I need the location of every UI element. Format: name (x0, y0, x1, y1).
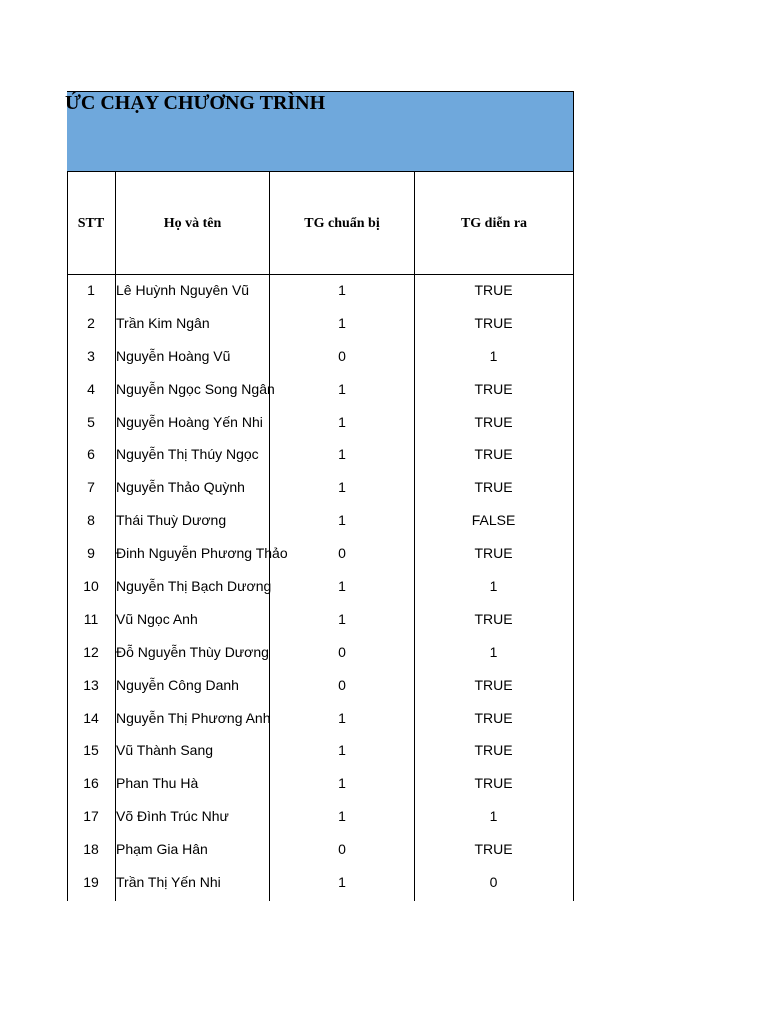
row-number[interactable]: 4 (87, 380, 95, 397)
table-row (67, 703, 574, 736)
table-row (67, 439, 574, 472)
row-run-time[interactable]: TRUE (474, 610, 513, 627)
row-run-time[interactable]: TRUE (474, 742, 513, 759)
row-run-time[interactable]: 1 (489, 578, 498, 595)
row-number[interactable]: 9 (87, 545, 95, 562)
row-prep-time[interactable]: 1 (338, 578, 346, 595)
row-name[interactable]: Nguyễn Hoàng Yến Nhi (116, 413, 263, 430)
header-name: Họ và tên (163, 215, 222, 231)
row-number[interactable]: 17 (83, 808, 99, 825)
row-name[interactable]: Trần Thị Yến Nhi (116, 874, 221, 891)
row-number[interactable]: 11 (83, 610, 99, 627)
row-number[interactable]: 18 (83, 841, 99, 858)
row-run-time[interactable]: FALSE (471, 512, 516, 529)
table-row (67, 637, 574, 670)
row-run-time[interactable]: 1 (489, 808, 498, 825)
table-row (67, 768, 574, 801)
row-prep-time[interactable]: 0 (338, 545, 346, 562)
row-run-time[interactable]: TRUE (474, 380, 513, 397)
row-name[interactable]: Lê Huỳnh Nguyên Vũ (116, 282, 250, 298)
row-run-time[interactable]: TRUE (474, 446, 513, 463)
header-stt: STT (77, 215, 105, 231)
table-row (67, 670, 574, 703)
row-number[interactable]: 8 (87, 512, 95, 529)
table-row (67, 801, 574, 834)
row-name[interactable]: Đỗ Nguyễn Thùy Dương (116, 643, 269, 660)
table-row (67, 538, 574, 571)
row-prep-time[interactable]: 1 (338, 709, 346, 726)
row-prep-time[interactable]: 1 (338, 610, 346, 627)
row-number[interactable]: 6 (87, 446, 95, 463)
row-name[interactable]: Võ Đình Trúc Như (116, 808, 229, 825)
row-number[interactable]: 10 (83, 578, 99, 595)
table-row (67, 834, 574, 867)
row-run-time[interactable]: TRUE (474, 545, 513, 562)
table-row (67, 505, 574, 538)
header-run-time: TG diễn ra (460, 215, 528, 231)
row-run-time[interactable]: TRUE (474, 413, 513, 430)
row-prep-time[interactable]: 0 (338, 676, 346, 693)
row-prep-time[interactable]: 1 (338, 446, 346, 463)
row-number[interactable]: 2 (87, 314, 95, 331)
row-name[interactable]: Nguyễn Thị Phương Anh (116, 709, 271, 726)
row-run-time[interactable]: 0 (489, 874, 498, 891)
sheet-title: ỨC CHẠY CHƯƠNG TRÌNH (65, 92, 326, 114)
row-name[interactable]: Nguyễn Thị Bạch Dương (116, 578, 272, 595)
row-name[interactable]: Nguyễn Hoàng Vũ (116, 347, 231, 364)
row-number[interactable]: 19 (83, 874, 99, 891)
row-name[interactable]: Trần Kim Ngân (116, 314, 210, 331)
row-number[interactable]: 13 (83, 676, 99, 693)
row-name[interactable]: Thái Thuỳ Dương (116, 512, 227, 529)
spreadsheet-page (67, 91, 574, 901)
header-prep-time: TG chuẩn bị (304, 215, 380, 231)
row-prep-time[interactable]: 0 (338, 643, 346, 660)
row-prep-time[interactable]: 1 (338, 413, 346, 430)
row-name[interactable]: Nguyễn Công Danh (116, 676, 239, 693)
row-run-time[interactable]: TRUE (474, 314, 513, 331)
row-name[interactable]: Vũ Ngọc Anh (116, 610, 198, 627)
row-number[interactable]: 7 (87, 479, 95, 496)
table-body (67, 275, 574, 900)
row-name[interactable]: Nguyễn Thảo Quỳnh (116, 479, 245, 496)
row-prep-time[interactable]: 1 (338, 742, 346, 759)
row-prep-time[interactable]: 0 (338, 347, 346, 364)
row-prep-time[interactable]: 1 (338, 775, 346, 792)
row-name[interactable]: Vũ Thành Sang (116, 742, 214, 759)
row-prep-time[interactable]: 1 (338, 282, 346, 298)
row-name[interactable]: Phan Thu Hà (116, 775, 199, 792)
row-prep-time[interactable]: 0 (338, 841, 346, 858)
table-row (67, 374, 574, 407)
row-run-time[interactable]: TRUE (474, 841, 513, 858)
table-row (67, 308, 574, 341)
row-run-time[interactable]: TRUE (474, 282, 513, 298)
row-run-time[interactable]: TRUE (474, 676, 513, 693)
table-row (67, 604, 574, 637)
table-row (67, 472, 574, 505)
row-prep-time[interactable]: 1 (338, 479, 346, 496)
row-run-time[interactable]: TRUE (474, 775, 513, 792)
row-number[interactable]: 1 (87, 282, 95, 298)
row-number[interactable]: 14 (83, 709, 99, 726)
table-row (67, 571, 574, 604)
row-run-time[interactable]: TRUE (474, 709, 513, 726)
table-row (67, 867, 574, 900)
row-number[interactable]: 12 (83, 643, 99, 660)
row-run-time[interactable]: 1 (489, 643, 498, 660)
row-number[interactable]: 3 (87, 347, 95, 364)
title-band (67, 91, 574, 171)
row-prep-time[interactable]: 1 (338, 512, 346, 529)
row-prep-time[interactable]: 1 (338, 380, 346, 397)
table-row (67, 275, 574, 308)
row-name[interactable]: Đinh Nguyễn Phương Thảo (116, 545, 288, 562)
row-number[interactable]: 5 (87, 413, 95, 430)
row-run-time[interactable]: TRUE (474, 479, 513, 496)
row-prep-time[interactable]: 1 (338, 314, 346, 331)
row-number[interactable]: 15 (83, 742, 99, 759)
row-prep-time[interactable]: 1 (338, 874, 346, 891)
row-name[interactable]: Nguyễn Ngọc Song Ngân (116, 380, 275, 397)
row-run-time[interactable]: 1 (489, 347, 498, 364)
row-number[interactable]: 16 (83, 775, 99, 792)
row-name[interactable]: Nguyễn Thị Thúy Ngọc (116, 446, 259, 463)
table-row (67, 407, 574, 440)
table-row (67, 341, 574, 374)
row-prep-time[interactable]: 1 (338, 808, 346, 825)
row-name[interactable]: Phạm Gia Hân (116, 841, 208, 858)
table-row (67, 735, 574, 768)
